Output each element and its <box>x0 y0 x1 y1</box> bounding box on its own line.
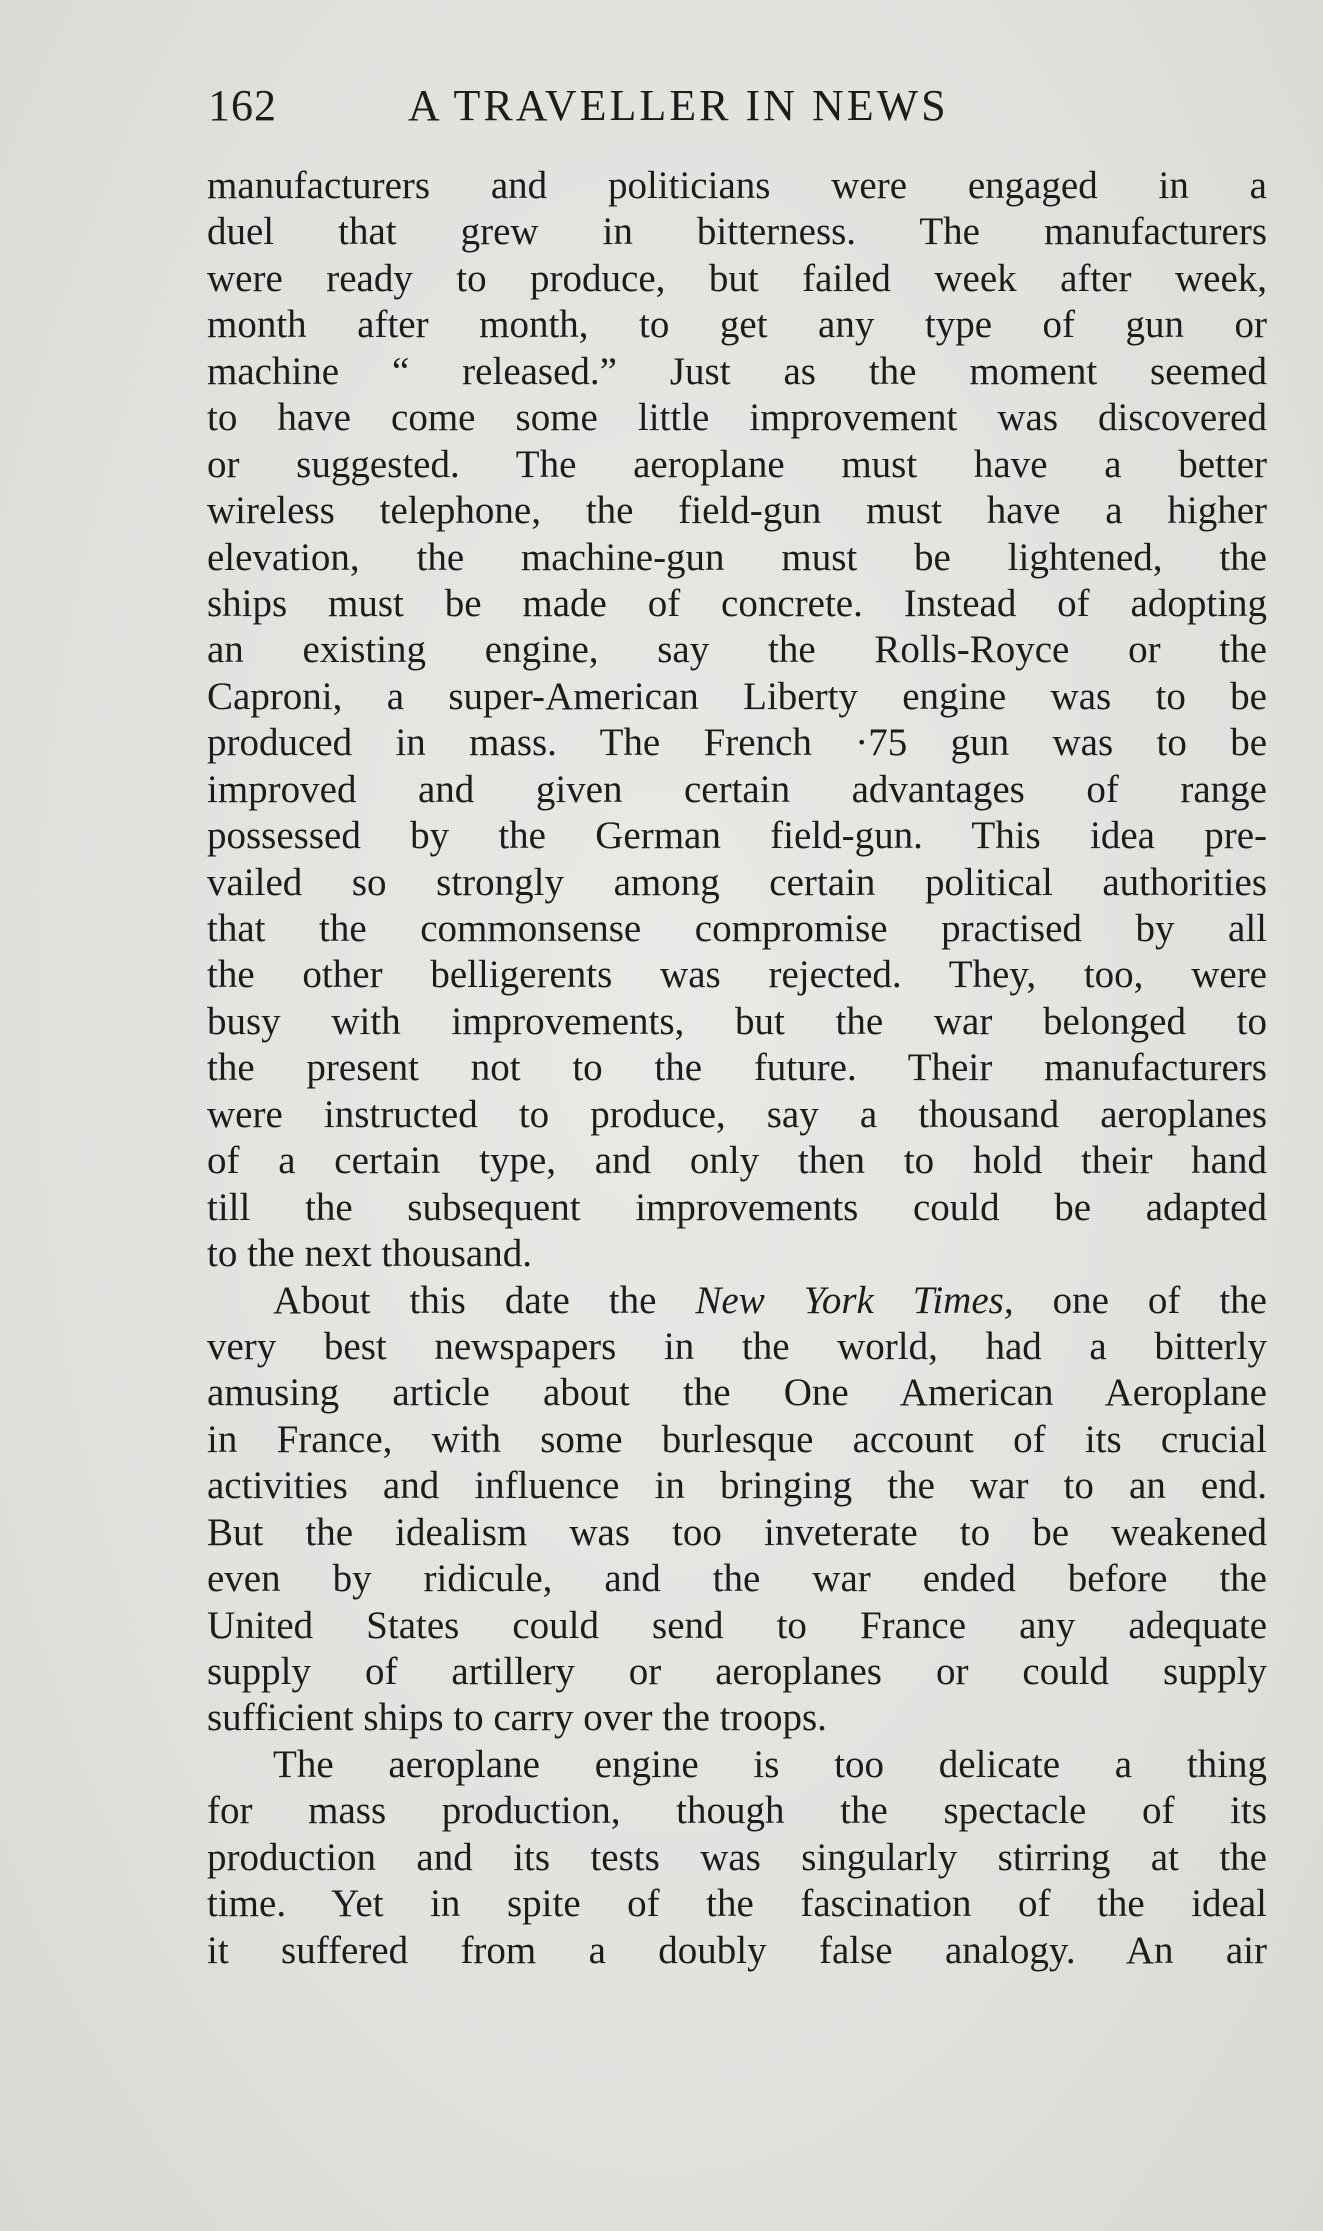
text-line: were instructed to produce, say a thousand aeroplanes <box>207 1092 1267 1136</box>
text-line: manufacturers and politicians were engaged in a <box>207 164 1267 207</box>
text-line: till the subsequent improvements could be adapted <box>207 1185 1267 1229</box>
running-header <box>208 76 1278 136</box>
text-line: United States could send to France any adequate <box>207 1603 1267 1647</box>
text-line: it suffered from a doubly false analogy. An air <box>207 1928 1267 1972</box>
text-line: wireless telephone, the field-gun must have a higher <box>207 489 1267 533</box>
text-line: ships must be made of concrete. Instead of adopting <box>207 581 1267 625</box>
text-line: production and its tests was singularly stirring at the <box>207 1835 1267 1879</box>
text-line: machine “ released.” Just as the moment seemed <box>207 349 1267 393</box>
text-line: vailed so strongly among certain political authorities <box>207 860 1267 904</box>
text-line: in France, with some burlesque account of its crucial <box>207 1417 1267 1461</box>
text-segment: one of the <box>1013 1278 1267 1322</box>
running-title: A TRAVELLER IN NEWS <box>408 81 949 130</box>
text-line: the present not to the future. Their manufacturers <box>207 1046 1267 1090</box>
text-line: an existing engine, say the Rolls-Royce or the <box>207 628 1267 672</box>
text-line: produced in mass. The French ·75 gun was to be <box>207 721 1267 765</box>
text-line: The aeroplane engine is too delicate a thing <box>273 1742 1267 1786</box>
text-line: activities and influence in bringing the war to an end. <box>207 1464 1267 1508</box>
text-line: for mass production, though the spectacle of its <box>207 1789 1267 1833</box>
text-line: that the commonsense compromise practised by all <box>207 907 1267 950</box>
text-segment: About this date the <box>273 1278 696 1322</box>
text-line: improved and given certain advantages of range <box>207 767 1267 811</box>
italic-title: New York Times, <box>695 1278 1014 1322</box>
text-line: supply of artillery or aeroplanes or could supply <box>207 1650 1267 1693</box>
text-line: to the next thousand. <box>207 1232 532 1276</box>
text-line: very best newspapers in the world, had a bitterly <box>207 1324 1267 1368</box>
text-line: elevation, the machine-gun must be lightened, the <box>207 535 1267 579</box>
text-line: busy with improvements, but the war belonged to <box>207 999 1267 1043</box>
text-line: or suggested. The aeroplane must have a better <box>207 442 1267 486</box>
text-line: duel that grew in bitterness. The manufacturers <box>207 210 1267 254</box>
text-line: sufficient ships to carry over the troops. <box>207 1696 827 1740</box>
text-line: the other belligerents was rejected. They, too, were <box>207 953 1267 997</box>
text-line: But the idealism was too inveterate to be weakened <box>207 1510 1267 1554</box>
text-line: Caproni, a super-American Liberty engine was to be <box>207 674 1267 718</box>
text-line: time. Yet in spite of the fascination of the ideal <box>207 1882 1267 1926</box>
text-line: of a certain type, and only then to hold their hand <box>207 1139 1267 1183</box>
text-line: month after month, to get any type of gun or <box>207 303 1267 347</box>
text-line: amusing article about the One American Aeroplane <box>207 1371 1267 1415</box>
text-line: to have come some little improvement was discovered <box>207 396 1267 440</box>
text-line: even by ridicule, and the war ended before the <box>207 1557 1267 1601</box>
text-line: were ready to produce, but failed week after week, <box>207 256 1267 300</box>
text-line: possessed by the German field-gun. This idea pre- <box>207 814 1267 858</box>
body-text <box>207 163 1267 1974</box>
text-line <box>207 1278 1267 1324</box>
page-number: 162 <box>208 81 277 130</box>
